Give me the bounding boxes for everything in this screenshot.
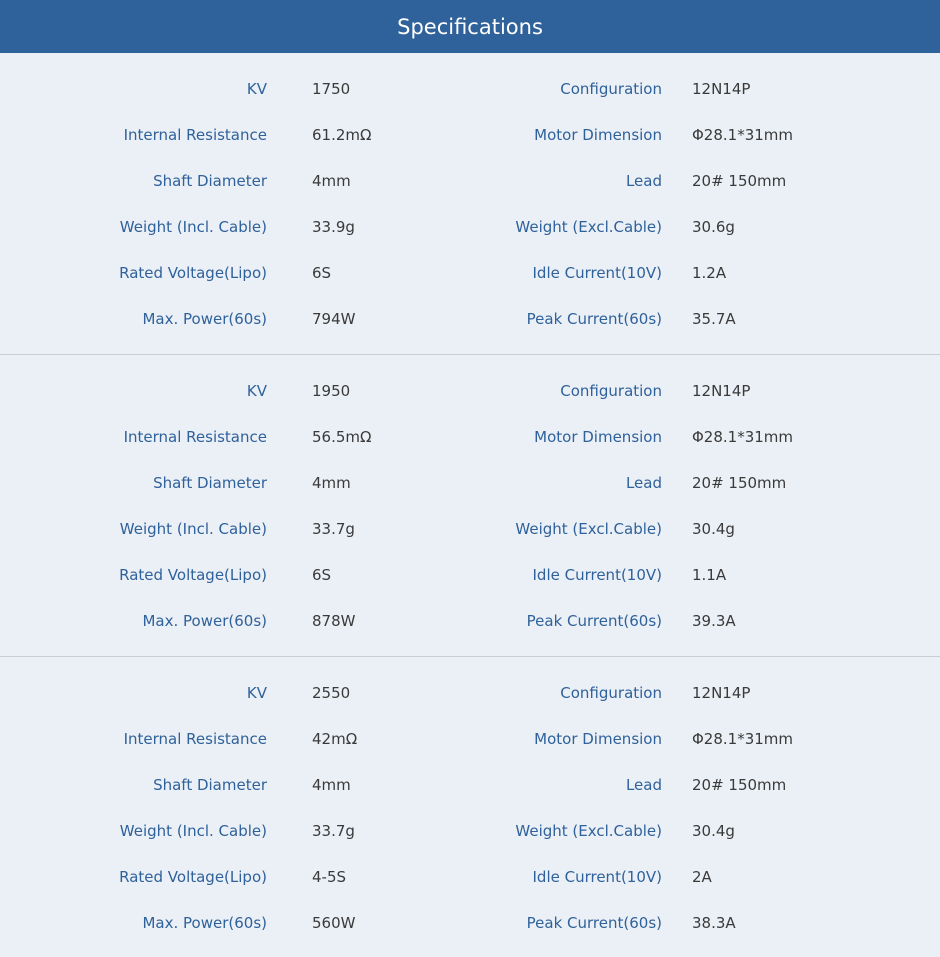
spec-value: 878W	[312, 612, 356, 630]
spec-label: Lead	[625, 172, 662, 190]
spec-label: Peak Current(60s)	[526, 612, 662, 630]
spec-row	[0, 169, 940, 193]
spec-label: Peak Current(60s)	[526, 310, 662, 328]
spec-value: 12N14P	[692, 80, 751, 98]
spec-label: Peak Current(60s)	[526, 914, 662, 932]
spec-value: 30.4g	[692, 822, 735, 840]
spec-label: Rated Voltage(Lipo)	[119, 868, 267, 886]
spec-sections	[0, 53, 940, 957]
spec-value: 4mm	[312, 172, 351, 190]
spec-row	[0, 425, 940, 449]
spec-value: Φ28.1*31mm	[692, 730, 794, 748]
spec-value: 56.5mΩ	[312, 428, 372, 446]
spec-value: 4-5S	[312, 868, 347, 886]
spec-value: 20# 150mm	[692, 776, 787, 794]
spec-label: Max. Power(60s)	[142, 914, 267, 932]
spec-value: 33.7g	[312, 520, 355, 538]
spec-label: KV	[246, 684, 267, 702]
spec-value: Φ28.1*31mm	[692, 126, 794, 144]
spec-value: 4mm	[312, 474, 351, 492]
spec-value: 30.4g	[692, 520, 735, 538]
spec-label: Max. Power(60s)	[142, 310, 267, 328]
spec-label: KV	[246, 382, 267, 400]
spec-value: 33.7g	[312, 822, 355, 840]
spec-row	[0, 819, 940, 843]
spec-section-3	[0, 657, 940, 957]
spec-label: Idle Current(10V)	[532, 566, 662, 584]
spec-label: Idle Current(10V)	[532, 868, 662, 886]
spec-row	[0, 865, 940, 889]
spec-value: 1.1A	[692, 566, 727, 584]
spec-label: KV	[246, 80, 267, 98]
spec-label: Rated Voltage(Lipo)	[119, 566, 267, 584]
spec-value: 20# 150mm	[692, 474, 787, 492]
spec-label: Motor Dimension	[534, 126, 662, 144]
spec-value: 2550	[312, 684, 351, 702]
spec-value: 6S	[312, 264, 332, 282]
spec-value: 38.3A	[692, 914, 736, 932]
spec-value: 560W	[312, 914, 356, 932]
spec-label: Weight (Excl.Cable)	[515, 822, 662, 840]
spec-row	[0, 77, 940, 101]
spec-label: Shaft Diameter	[153, 474, 267, 492]
spec-value: 20# 150mm	[692, 172, 787, 190]
spec-row	[0, 563, 940, 587]
spec-value: 39.3A	[692, 612, 736, 630]
spec-value: Φ28.1*31mm	[692, 428, 794, 446]
spec-label: Lead	[625, 776, 662, 794]
spec-row	[0, 773, 940, 797]
spec-label: Weight (Incl. Cable)	[119, 822, 267, 840]
spec-row	[0, 727, 940, 751]
spec-label: Shaft Diameter	[153, 776, 267, 794]
spec-value: 794W	[312, 310, 356, 328]
spec-value: 30.6g	[692, 218, 735, 236]
specifications-header	[0, 0, 940, 53]
spec-row	[0, 123, 940, 147]
spec-label: Internal Resistance	[123, 126, 267, 144]
spec-row	[0, 307, 940, 331]
spec-label: Configuration	[560, 382, 662, 400]
spec-section-1	[0, 53, 940, 355]
spec-label: Configuration	[560, 684, 662, 702]
spec-label: Configuration	[560, 80, 662, 98]
spec-section-2	[0, 355, 940, 657]
spec-label: Weight (Excl.Cable)	[515, 218, 662, 236]
spec-value: 6S	[312, 566, 332, 584]
spec-value: 4mm	[312, 776, 351, 794]
spec-label: Idle Current(10V)	[532, 264, 662, 282]
spec-label: Shaft Diameter	[153, 172, 267, 190]
spec-value: 2A	[692, 868, 712, 886]
spec-label: Lead	[625, 474, 662, 492]
spec-label: Motor Dimension	[534, 730, 662, 748]
spec-value: 35.7A	[692, 310, 736, 328]
spec-value: 1950	[312, 382, 351, 400]
spec-value: 12N14P	[692, 684, 751, 702]
spec-label: Motor Dimension	[534, 428, 662, 446]
spec-row	[0, 517, 940, 541]
page-title: Specifications	[397, 14, 543, 39]
spec-label: Weight (Incl. Cable)	[119, 218, 267, 236]
spec-value: 33.9g	[312, 218, 355, 236]
spec-label: Internal Resistance	[123, 428, 267, 446]
spec-label: Weight (Excl.Cable)	[515, 520, 662, 538]
spec-value: 1.2A	[692, 264, 727, 282]
spec-row	[0, 911, 940, 935]
spec-row	[0, 609, 940, 633]
spec-row	[0, 681, 940, 705]
spec-value: 12N14P	[692, 382, 751, 400]
spec-value: 42mΩ	[312, 730, 358, 748]
spec-row	[0, 379, 940, 403]
spec-label: Max. Power(60s)	[142, 612, 267, 630]
spec-row	[0, 261, 940, 285]
spec-label: Rated Voltage(Lipo)	[119, 264, 267, 282]
spec-row	[0, 471, 940, 495]
spec-value: 1750	[312, 80, 351, 98]
spec-label: Weight (Incl. Cable)	[119, 520, 267, 538]
spec-label: Internal Resistance	[123, 730, 267, 748]
spec-row	[0, 215, 940, 239]
spec-value: 61.2mΩ	[312, 126, 372, 144]
